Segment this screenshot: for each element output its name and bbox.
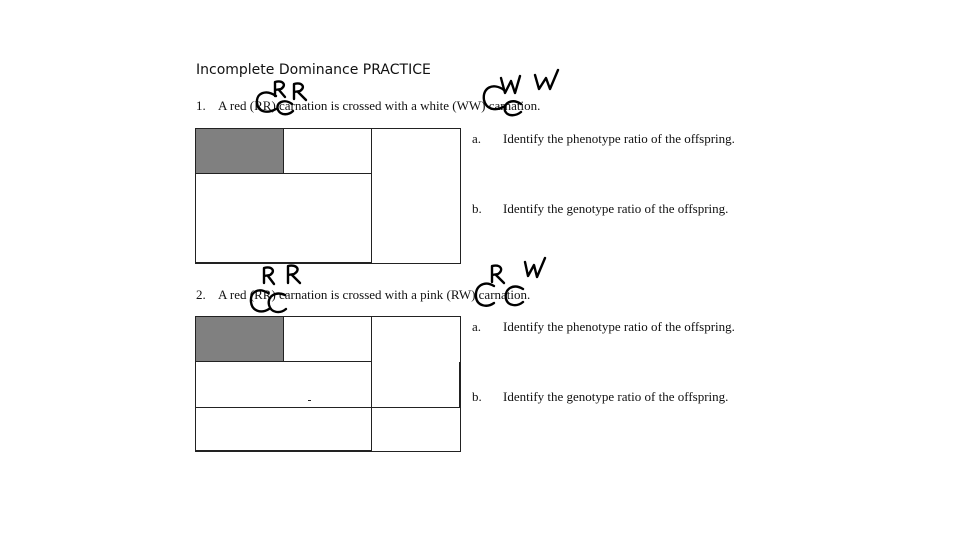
- punnett-square-2: [195, 316, 461, 452]
- page-title: Incomplete Dominance PRACTICE: [196, 62, 431, 78]
- punnett-cell: [196, 362, 372, 408]
- punnett-cell: [284, 317, 372, 362]
- question-number: 2.: [196, 287, 206, 302]
- punnett-cell: [372, 362, 460, 408]
- question-text: A red (RR) carnation is crossed with a pink (RW) carnation.: [218, 287, 531, 302]
- punnett-cell: [284, 129, 372, 174]
- punnett-cell: [196, 129, 284, 174]
- question-2-part-b: b. Identify the genotype ratio of the offspring.: [472, 389, 729, 404]
- question-text: A red (RR) carnation is crossed with a white (WW) carnation.: [218, 98, 541, 113]
- question-1-part-b: b. Identify the genotype ratio of the offspring.: [472, 201, 729, 216]
- punnett-square-1: [195, 128, 461, 264]
- question-1: [196, 98, 540, 114]
- question-2-part-a: a. Identify the phenotype ratio of the offspring.: [472, 319, 735, 334]
- question-2: [196, 287, 530, 303]
- punnett-cell: [196, 317, 284, 362]
- punnett-cell: [196, 408, 372, 451]
- stray-mark: [308, 400, 311, 401]
- question-1-part-a: a. Identify the phenotype ratio of the offspring.: [472, 131, 735, 146]
- punnett-cell: [196, 174, 372, 263]
- question-number: 1.: [196, 98, 206, 113]
